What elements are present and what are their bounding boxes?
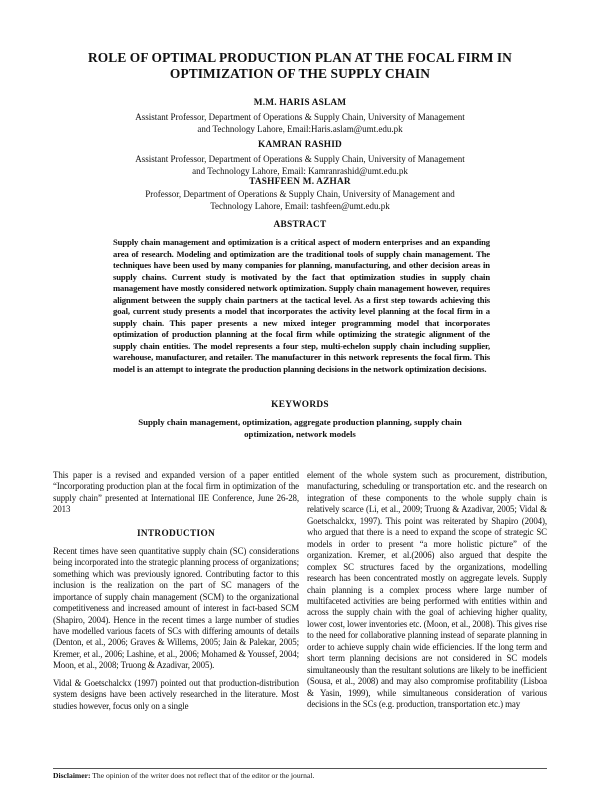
keywords-heading: KEYWORDS bbox=[271, 400, 329, 410]
keywords-body: Supply chain management, optimization, aggregate production planning, supply chain optimization, network models bbox=[138, 417, 462, 439]
abstract-heading: ABSTRACT bbox=[273, 220, 327, 230]
intro-paragraph-2: Vidal & Goetschalckx (1997) pointed out that production-distribution system designs have been actively researched in the literature. Most studies however, focus only on a single bbox=[53, 677, 299, 711]
disclaimer-label: Disclaimer: bbox=[53, 771, 91, 780]
paper-title bbox=[60, 50, 540, 82]
author-name-3: TASHFEEN M. AZHAR bbox=[249, 177, 351, 187]
left-column bbox=[53, 470, 299, 718]
introduction-heading: INTRODUCTION bbox=[137, 528, 215, 539]
author-name-1: M.M. HARIS ASLAM bbox=[253, 98, 347, 108]
title-line-1: ROLE OF OPTIMAL PRODUCTION PLAN AT THE FOCAL FIRM IN bbox=[88, 50, 512, 65]
disclaimer-text: The opinion of the writer does not reflect that of the editor or the journal. bbox=[90, 771, 315, 780]
affiliation-2-line-1: Assistant Professor, Department of Operations & Supply Chain, University of Management bbox=[135, 154, 465, 164]
author-affiliation-3 bbox=[110, 189, 490, 212]
right-column bbox=[307, 470, 547, 717]
abstract-body: Supply chain management and optimization is a critical aspect of modern enterprises and an expanding area of research. Modeling and optimization are the traditional tools of supply chain management. The techniques have been used by many companies for planning, manufacturing, and other decision areas in supply chains. Current study is motivated by the fact that optimization studies in supply chain management have mostly considered network optimization. Supply chain management however, requires alignment between the supply chain partners at the tactical level. As a first step towards achieving this goal, current study presents a model that incorporates the activity level planning at the focal firm in a supply chain. This paper presents a new mixed integer programming model that incorporates optimization of production planning at the focal firm while optimizing the strategic alignment of the supply chain entities. The model represents a four step, multi-echelon supply chain including supplier, warehouse, manufacturer, and retailer. The manufacturer in this network represents the focal firm. This model is an attempt to integrate the production planning decisions in the network optimization decisions. bbox=[113, 237, 490, 374]
disclaimer-footer bbox=[53, 771, 547, 781]
intro-paragraph-1: Recent times have seen quantitative supply chain (SC) considerations being incorporated into the strategic planning process of organizations; something which was previously ignored. Contributing factor to this inclusion is the realization on the part of SC managers of the importance of supply chain management (SCM) to the organizational competitiveness and increased amount of interest in fact-based SCM (Shapiro, 2004). Hence in the recent times a large number of studies have modelled various facets of SCs with differing amounts of details (Denton, et al., 2006; Graves & Willems, 2005; Jain & Palekar, 2005; Kremer, et al., 2006; Lashine, et al., 2006; Mohamed & Youssef, 2004; Moon, et al., 2008; Truong & Azadivar, 2005). bbox=[53, 545, 299, 671]
affiliation-3-line-1: Professor, Department of Operations & Supply Chain, University of Management and bbox=[145, 189, 455, 199]
affiliation-1-line-1: Assistant Professor, Department of Operations & Supply Chain, University of Management bbox=[135, 112, 465, 122]
affiliation-2-line-2: and Technology Lahore, Email: Kamranrashid@umt.edu.pk bbox=[192, 165, 408, 176]
author-affiliation-2 bbox=[110, 154, 490, 177]
title-line-2: OPTIMIZATION OF THE SUPPLY CHAIN bbox=[169, 66, 431, 81]
right-paragraph-1: element of the whole system such as procurement, distribution, manufacturing, scheduling or transportation etc. and the research on integration of these components to the whole supply chain is relatively scarce (Li, et al., 2009; Truong & Azadivar, 2005; Vidal & Goetschalckx, 1997). This point was reiterated by Shapiro (2004), who argued that there is a need to expand the scope of strategic SC models in order to present “a more holistic picture” of the organization. Kremer, et al.(2006) also argued that despite the complex SC structures faced by the organizations, modelling research has been concentrated mostly on aggregate levels. Supply chain planning is a complex process where large number of multifaceted activities are being performed with entities within and across the supply chain with the goal of achieving higher quality, lower cost, lower inventories etc. (Moon, et al., 2008). This gives rise to the need for collaborative planning instead of separate planning in order to achieve supply chain wide efficiencies. If the long term and short term planning decisions are not considered in SC models simultaneously than the resultant solutions are likely to be inefficient (Sousa, et al., 2008) and may also compromise profitability (Lisboa & Yasin, 1999), while simultaneous consideration of various decisions in the SCs (e.g. production, transportation etc.) may bbox=[307, 470, 547, 710]
affiliation-1-line-2: and Technology Lahore, Email:Haris.aslam@umt.edu.pk bbox=[197, 123, 403, 134]
author-name-2: KAMRAN RASHID bbox=[258, 140, 342, 150]
author-affiliation-1 bbox=[110, 112, 490, 135]
affiliation-3-line-2: Technology Lahore, Email: tashfeen@umt.edu.pk bbox=[210, 200, 390, 211]
revision-note: This paper is a revised and expanded version of a paper entitled “Incorporating production plan at the focal firm in optimization of the supply chain” presented at International IIE Conference, June 26-28, 2013 bbox=[53, 470, 299, 515]
footer-divider bbox=[53, 768, 547, 769]
